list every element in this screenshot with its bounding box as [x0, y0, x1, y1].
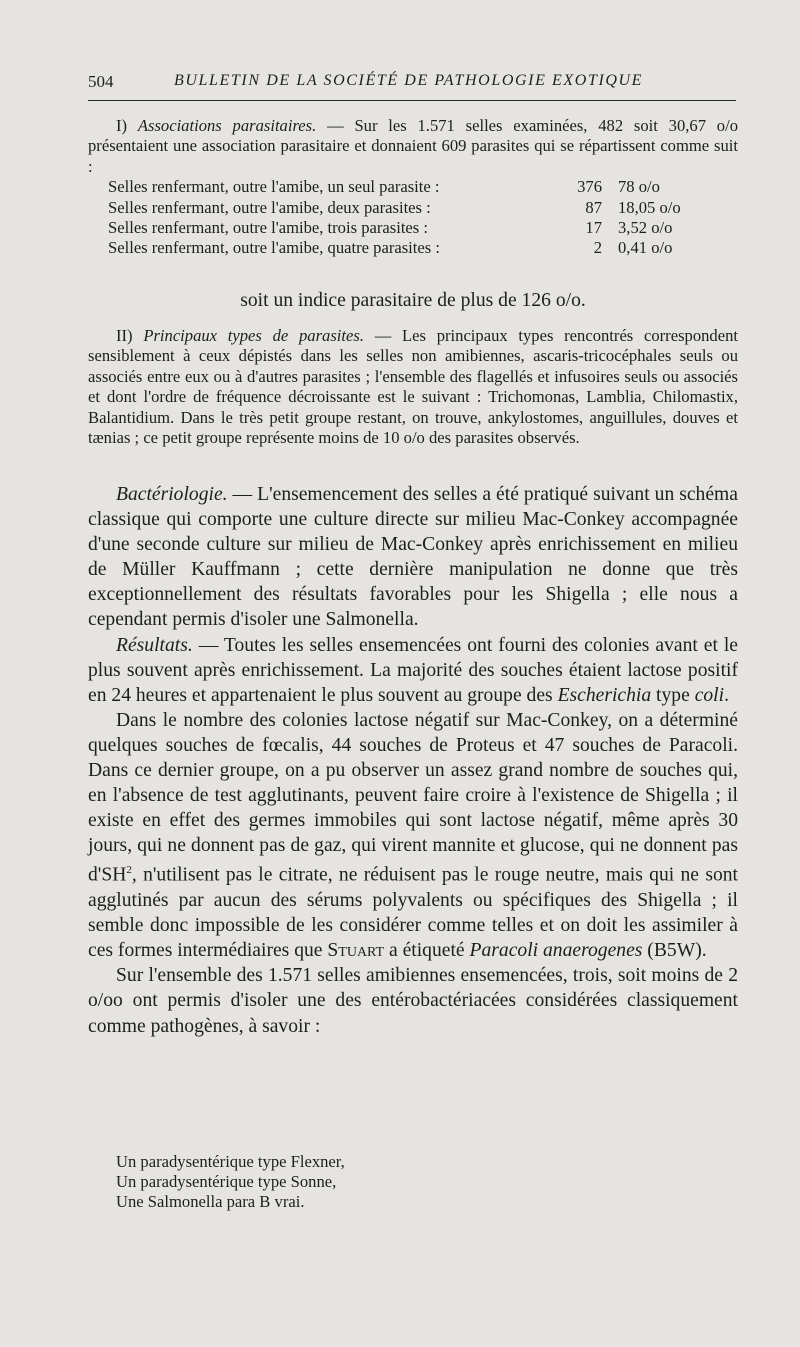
resultats-heading: Résultats.	[116, 634, 193, 656]
resultats-species: Escherichia	[557, 684, 652, 706]
section2-roman: II)	[116, 326, 133, 345]
row-percent: 78 o/o	[618, 177, 660, 197]
section1-roman: I)	[116, 116, 128, 135]
row-percent: 3,52 o/o	[618, 218, 673, 237]
associations-paragraph	[88, 116, 738, 177]
list-item: Un paradysentérique type Sonne,	[116, 1172, 337, 1191]
nombre-text-b: , n'utilisent pas le citrate, ne réduisent pas le rouge neutre, mais qui ne sont agglutinés par aucun des sérums polyvalents ou spécifiques des Shigella ; il semble donc impossible de les considérer comme telles et on doit les assimiler à ces formes intermédiaires que	[88, 864, 738, 962]
list-item: Un paradysentérique type Flexner,	[116, 1152, 345, 1171]
row-count: 17	[585, 218, 602, 237]
table-row	[88, 198, 738, 218]
parasite-types-paragraph	[88, 326, 738, 448]
resultats-text-a: — Toutes les selles ensemencées ont fourni des colonies avant et le plus souvent après enrichissement. La majorité des souches étaient lactose positif en 24 heures et appartenaient le plus souvent au groupe des	[88, 634, 738, 706]
row-label: Selles renfermant, outre l'amibe, trois parasites :	[108, 218, 429, 237]
resultats-text-b: type	[651, 684, 695, 706]
section1-text: — Sur les 1.571 selles examinées, 482 soit 30,67 o/o présentaient une association parasitaire et donnaient 609 parasites qui se répartissent comme suit :	[88, 116, 738, 176]
section-associations	[88, 116, 738, 259]
section2-text: — Les principaux types rencontrés correspondent sensiblement à ceux dépistés dans les selles non amibiennes, ascaris-tricocéphales seuls ou associés entre eux ou à d'autres parasites ; l'ensemble des flagellés et infusoires seuls ou associés et dont l'ordre de fréquence décroissante est le suivant : Trichomonas, Lamblia, Chilomastix, Balantidium. Dans le très petit groupe restant, on trouve, ankylostomes, anguillules, douves et tænias ; ce petit groupe représente moins de 10 o/o des parasites observés.	[88, 326, 738, 448]
row-percent: 0,41 o/o	[618, 238, 673, 258]
header-rule	[88, 100, 736, 101]
row-percent: 18,05 o/o	[618, 197, 681, 217]
resultats-paragraph	[88, 633, 738, 708]
table-row	[88, 238, 738, 258]
nombre-superscript: 2	[126, 864, 132, 877]
author-name: Stuart	[327, 940, 385, 962]
resultats-text-c: .	[724, 684, 729, 706]
ensemble-paragraph: Sur l'ensemble des 1.571 selles amibiennes ensemencées, trois, soit moins de 2 o/oo ont permis d'isoler une des entérobactériacées considérées classiquement comme pathogènes, à savoir :	[88, 965, 738, 1037]
bacteriologie-heading: Bactériologie.	[116, 484, 228, 505]
bacteriologie-paragraph	[88, 482, 738, 633]
list-item: Une Salmonella para B vrai.	[116, 1192, 305, 1211]
table-row	[88, 218, 738, 238]
parasite-table	[88, 177, 738, 259]
body-text	[88, 482, 738, 1039]
row-label: Selles renfermant, outre l'amibe, un seul parasite :	[108, 177, 440, 197]
parasite-index-summary: soit un indice parasitaire de plus de 126 o/o.	[240, 290, 586, 311]
nombre-species: Paracoli anaerogenes	[469, 940, 643, 962]
nombre-paragraph	[88, 708, 738, 963]
table-row	[88, 177, 738, 197]
row-count: 376	[577, 177, 602, 197]
resultats-species2: coli	[694, 684, 725, 706]
nombre-text-d: (B5W).	[642, 940, 707, 962]
row-count: 2	[593, 238, 602, 258]
nombre-text-c: a étiqueté	[384, 940, 470, 962]
pathogen-list	[116, 1152, 345, 1212]
running-title: BULLETIN DE LA SOCIÉTÉ DE PATHOLOGIE EXOTIQUE	[174, 72, 644, 89]
section2-title: Principaux types de parasites.	[143, 326, 364, 345]
row-label: Selles renfermant, outre l'amibe, quatre parasites :	[108, 238, 440, 258]
page-number: 504	[88, 72, 114, 91]
page-header	[88, 72, 738, 96]
section-parasite-types	[88, 326, 738, 448]
bacteriologie-text: — L'ensemencement des selles a été pratiqué suivant un schéma classique qui comporte une culture directe sur milieu Mac-Conkey accompagnée d'une seconde culture sur milieu de Mac-Conkey après enrichissement en milieu de Müller Kauffmann ; cette dernière manipulation ne donne que très exceptionnellement des résultats favorables pour les Shigella ; elle nous a cependant permis d'isoler une Salmonella.	[88, 484, 738, 631]
section1-title: Associations parasitaires.	[137, 116, 317, 135]
row-count: 87	[585, 197, 602, 217]
nombre-text-a: Dans le nombre des colonies lactose négatif sur Mac-Conkey, on a déterminé quelques souches de fœcalis, 44 souches de Proteus et 47 souches de Paracoli. Dans ce dernier groupe, on a pu observer un assez grand nombre de souches qui, en l'absence de test agglutinants, peuvent faire croire à l'existence de Shigella ; il existe en effet des germes immobiles qui sont lactose négatif, même après 30 jours, qui ne donnent pas de gaz, qui virent mannite et glucose, qui ne donnent pas d'SH	[88, 709, 738, 886]
row-label: Selles renfermant, outre l'amibe, deux parasites :	[108, 197, 431, 217]
